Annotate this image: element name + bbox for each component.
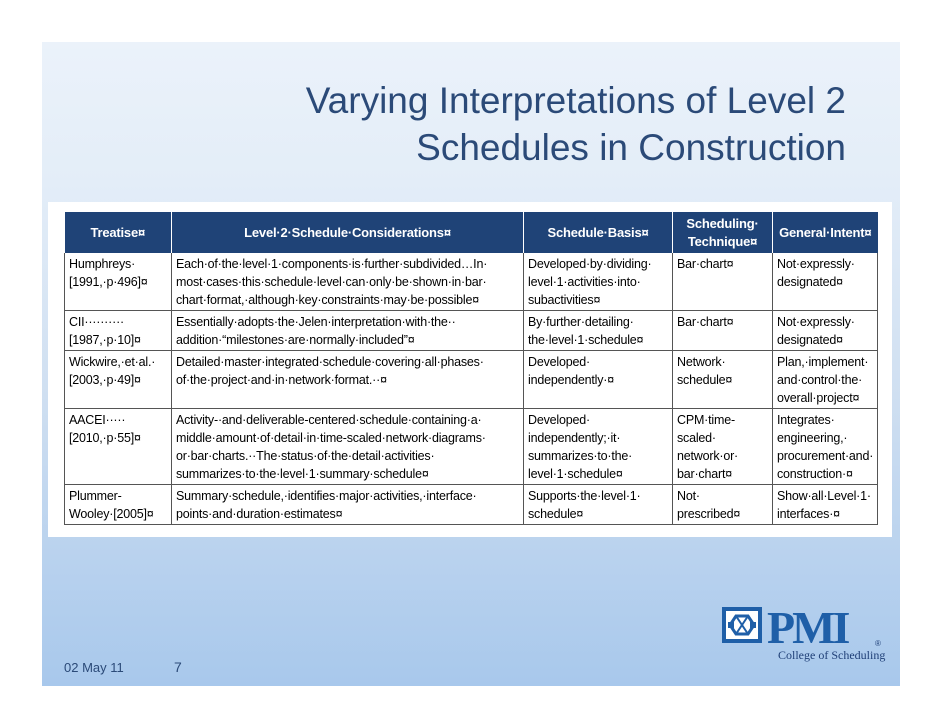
- table-cell: Essentially·adopts·the·Jelen·interpretation·with·the·· addition·“milestones·are·normally·included”¤: [172, 311, 524, 351]
- registered-mark: ®: [875, 639, 881, 648]
- column-header: [673, 212, 773, 253]
- table-cell: Developed·by·dividing· level·1·activities·into· subactivities¤: [524, 253, 673, 311]
- table-cell: Plan,·implement· and·control·the· overall·project¤: [773, 351, 878, 409]
- header-text: Treatise¤: [90, 224, 146, 240]
- network-icon: [722, 607, 762, 643]
- slide-title: [42, 77, 846, 171]
- table-row: [65, 311, 878, 351]
- table-cell: Each·of·the·level·1·components·is·further·subdivided…In· most·cases·this·schedule·level·can·only·be·shown·in·bar· chart·format,·although·key·constraints·may·be·possible¤: [172, 253, 524, 311]
- table-cell: Show·all·Level·1· interfaces·¤: [773, 485, 878, 525]
- column-header: [172, 212, 524, 253]
- table-row: [65, 485, 878, 525]
- table-cell: Humphreys· [1991,·p·496]¤: [65, 253, 172, 311]
- table-cell: Integrates· engineering,· procurement·and· construction·¤: [773, 409, 878, 485]
- table-cell: Detailed·master·integrated·schedule·covering·all·phases· of·the·project·and·in·network·format.··¤: [172, 351, 524, 409]
- table-cell: Wickwire,·et·al.· [2003,·p·49]¤: [65, 351, 172, 409]
- table-panel: [48, 202, 892, 537]
- slide: [42, 42, 900, 686]
- title-line-1: Varying Interpretations of Level 2: [305, 80, 846, 121]
- logo-text: PMI: [767, 602, 848, 653]
- column-header: [65, 212, 172, 253]
- header-text: Schedule·Basis¤: [547, 224, 649, 240]
- level2-schedule-table: [64, 212, 878, 525]
- table-cell: By·further·detailing· the·level·1·schedule¤: [524, 311, 673, 351]
- header-text: Level·2·Schedule·Considerations¤: [244, 224, 451, 240]
- table-row: [65, 409, 878, 485]
- header-text: General·Intent¤: [779, 224, 872, 240]
- table-cell: Developed· independently;·it· summarizes·to·the· level·1·schedule¤: [524, 409, 673, 485]
- table-cell: Plummer- Wooley·[2005]¤: [65, 485, 172, 525]
- table-cell: Activity-·and·deliverable-centered·schedule·containing·a· middle·amount·of·detail·in·time-scaled·network·diagrams· or·bar·charts.··The·status·of·the·detail·activities· summarizes·to·the·level·1·summary·schedule¤: [172, 409, 524, 485]
- header-text: Scheduling·: [686, 215, 759, 231]
- table-cell: Summary·schedule,·identifies·major·activities,·interface· points·and·duration·estimates¤: [172, 485, 524, 525]
- table-cell: Bar·chart¤: [673, 311, 773, 351]
- table-cell: Not· prescribed¤: [673, 485, 773, 525]
- table-cell: Not·expressly· designated¤: [773, 253, 878, 311]
- table-header-row: [65, 212, 878, 253]
- logo-subtitle: College of Scheduling: [778, 648, 886, 662]
- table-cell: CII·········· [1987,·p·10]¤: [65, 311, 172, 351]
- title-line-2: Schedules in Construction: [416, 127, 846, 168]
- table-cell: Bar·chart¤: [673, 253, 773, 311]
- column-header: [524, 212, 673, 253]
- table-cell: Not·expressly· designated¤: [773, 311, 878, 351]
- table-cell: Supports·the·level·1· schedule¤: [524, 485, 673, 525]
- table-cell: AACEI····· [2010,·p·55]¤: [65, 409, 172, 485]
- column-header: [773, 212, 878, 253]
- table-cell: CPM·time- scaled· network·or· bar·chart¤: [673, 409, 773, 485]
- footer-date: 02 May 11: [64, 660, 124, 675]
- header-text: Technique¤: [687, 233, 758, 249]
- table-row: [65, 351, 878, 409]
- table-body: [65, 253, 878, 525]
- table-row: [65, 253, 878, 311]
- table-cell: Network· schedule¤: [673, 351, 773, 409]
- page-number: 7: [174, 659, 182, 675]
- table-cell: Developed· independently·¤: [524, 351, 673, 409]
